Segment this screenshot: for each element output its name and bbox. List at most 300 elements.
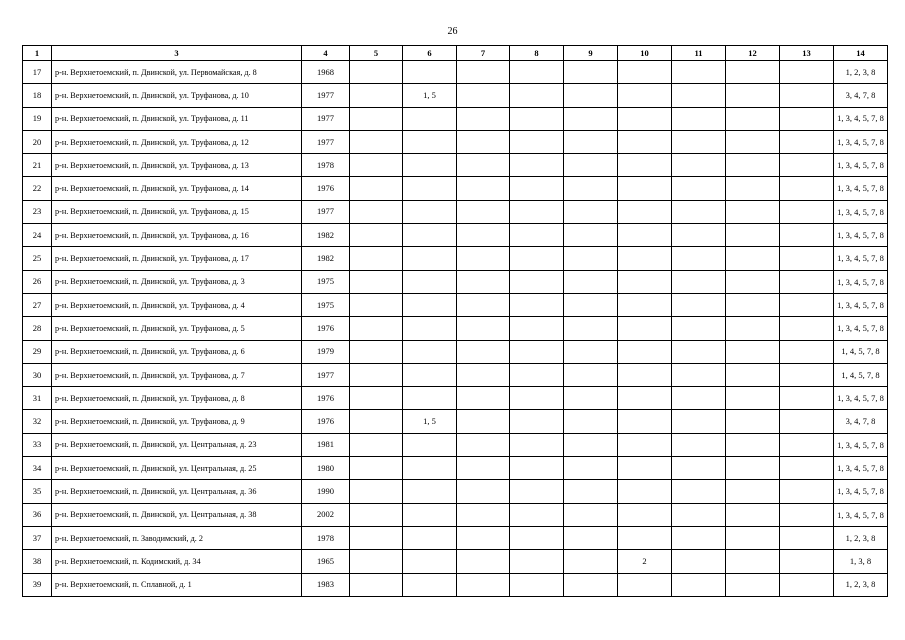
table-cell xyxy=(350,387,403,410)
table-cell xyxy=(780,457,834,480)
year-cell: 1982 xyxy=(302,247,350,270)
address-cell: р-н. Верхнетоемский, п. Двинской, ул. Труфанова, д. 4 xyxy=(52,293,302,316)
table-cell xyxy=(780,130,834,153)
table-cell xyxy=(510,293,564,316)
table-cell xyxy=(457,154,510,177)
table-cell xyxy=(350,573,403,596)
table-cell xyxy=(564,526,618,549)
address-cell: р-н. Верхнетоемский, п. Двинской, ул. Труфанова, д. 5 xyxy=(52,317,302,340)
table-cell xyxy=(457,526,510,549)
address-cell: р-н. Верхнетоемский, п. Двинской, ул. Труфанова, д. 10 xyxy=(52,84,302,107)
year-cell: 1976 xyxy=(302,177,350,200)
table-cell xyxy=(780,247,834,270)
table-cell xyxy=(780,224,834,247)
year-cell: 1977 xyxy=(302,200,350,223)
table-cell xyxy=(780,84,834,107)
table-cell xyxy=(672,224,726,247)
table-cell xyxy=(780,550,834,573)
table-cell xyxy=(457,177,510,200)
table-cell xyxy=(350,130,403,153)
table-row xyxy=(23,503,888,526)
table-cell xyxy=(564,550,618,573)
address-cell: р-н. Верхнетоемский, п. Двинской, ул. Труфанова, д. 3 xyxy=(52,270,302,293)
table-cell xyxy=(564,200,618,223)
row-number-cell: 24 xyxy=(23,224,52,247)
table-cell xyxy=(726,130,780,153)
table-cell xyxy=(510,317,564,340)
table-cell xyxy=(457,107,510,130)
table-cell xyxy=(350,270,403,293)
table-cell xyxy=(510,387,564,410)
table-cell xyxy=(457,387,510,410)
table-cell xyxy=(403,317,457,340)
table-cell xyxy=(564,573,618,596)
column-header: 6 xyxy=(403,46,457,61)
address-cell: р-н. Верхнетоемский, п. Двинской, ул. Центральная, д. 23 xyxy=(52,433,302,456)
table-cell xyxy=(350,457,403,480)
table-cell xyxy=(780,200,834,223)
table-cell xyxy=(726,270,780,293)
codes-cell: 1, 3, 4, 5, 7, 8 xyxy=(834,317,888,340)
table-cell xyxy=(672,387,726,410)
table-cell xyxy=(780,433,834,456)
table-cell xyxy=(618,410,672,433)
table-cell xyxy=(618,340,672,363)
table-cell xyxy=(618,317,672,340)
year-cell: 1968 xyxy=(302,61,350,84)
year-cell: 1976 xyxy=(302,387,350,410)
row-number-cell: 29 xyxy=(23,340,52,363)
table-cell xyxy=(672,363,726,386)
table-cell xyxy=(726,317,780,340)
table-cell xyxy=(618,200,672,223)
table-cell xyxy=(350,433,403,456)
table-cell xyxy=(726,433,780,456)
table-cell xyxy=(510,224,564,247)
year-cell: 1977 xyxy=(302,363,350,386)
row-number-cell: 35 xyxy=(23,480,52,503)
column-header: 13 xyxy=(780,46,834,61)
table-cell xyxy=(510,154,564,177)
year-cell: 1983 xyxy=(302,573,350,596)
address-cell: р-н. Верхнетоемский, п. Двинской, ул. Труфанова, д. 17 xyxy=(52,247,302,270)
table-cell xyxy=(672,550,726,573)
table-cell: 2 xyxy=(618,550,672,573)
table-cell xyxy=(457,317,510,340)
table-cell xyxy=(564,130,618,153)
table-cell xyxy=(510,177,564,200)
table-cell xyxy=(403,293,457,316)
address-cell: р-н. Верхнетоемский, п. Двинской, ул. Труфанова, д. 14 xyxy=(52,177,302,200)
table-cell xyxy=(618,61,672,84)
codes-cell: 1, 2, 3, 8 xyxy=(834,573,888,596)
table-cell xyxy=(780,526,834,549)
table-cell xyxy=(780,573,834,596)
row-number-cell: 20 xyxy=(23,130,52,153)
table-cell xyxy=(510,363,564,386)
table-cell xyxy=(618,130,672,153)
column-header: 3 xyxy=(52,46,302,61)
table-cell xyxy=(457,200,510,223)
table-cell xyxy=(457,503,510,526)
table-cell xyxy=(403,387,457,410)
table-row xyxy=(23,317,888,340)
table-cell xyxy=(672,61,726,84)
table-cell xyxy=(780,503,834,526)
codes-cell: 1, 3, 4, 5, 7, 8 xyxy=(834,200,888,223)
table-body xyxy=(23,61,888,597)
table-cell xyxy=(457,224,510,247)
table-cell xyxy=(564,503,618,526)
row-number-cell: 33 xyxy=(23,433,52,456)
table-cell xyxy=(618,247,672,270)
table-cell xyxy=(403,363,457,386)
table-cell xyxy=(350,177,403,200)
table-cell xyxy=(350,480,403,503)
table-cell xyxy=(618,433,672,456)
table-cell xyxy=(510,503,564,526)
table-cell xyxy=(672,317,726,340)
row-number-cell: 18 xyxy=(23,84,52,107)
address-cell: р-н. Верхнетоемский, п. Заводимский, д. 2 xyxy=(52,526,302,549)
address-cell: р-н. Верхнетоемский, п. Двинской, ул. Труфанова, д. 7 xyxy=(52,363,302,386)
table-row xyxy=(23,61,888,84)
table-cell xyxy=(780,340,834,363)
table-cell xyxy=(350,224,403,247)
address-cell: р-н. Верхнетоемский, п. Двинской, ул. Труфанова, д. 8 xyxy=(52,387,302,410)
table-cell xyxy=(403,480,457,503)
table-row xyxy=(23,480,888,503)
table-cell xyxy=(780,154,834,177)
address-cell: р-н. Верхнетоемский, п. Двинской, ул. Труфанова, д. 13 xyxy=(52,154,302,177)
table-cell xyxy=(564,340,618,363)
table-cell xyxy=(726,247,780,270)
codes-cell: 1, 3, 4, 5, 7, 8 xyxy=(834,247,888,270)
table-cell xyxy=(403,573,457,596)
table-cell xyxy=(510,107,564,130)
address-cell: р-н. Верхнетоемский, п. Кодимский, д. 34 xyxy=(52,550,302,573)
column-header: 1 xyxy=(23,46,52,61)
table-cell xyxy=(350,154,403,177)
table-cell xyxy=(564,293,618,316)
table-row xyxy=(23,247,888,270)
table-row xyxy=(23,293,888,316)
table-cell xyxy=(564,61,618,84)
codes-cell: 3, 4, 7, 8 xyxy=(834,84,888,107)
year-cell: 1978 xyxy=(302,154,350,177)
table-cell xyxy=(618,107,672,130)
table-cell xyxy=(403,503,457,526)
address-cell: р-н. Верхнетоемский, п. Двинской, ул. Труфанова, д. 15 xyxy=(52,200,302,223)
codes-cell: 1, 3, 8 xyxy=(834,550,888,573)
table-cell xyxy=(457,457,510,480)
table-cell xyxy=(726,200,780,223)
year-cell: 1981 xyxy=(302,433,350,456)
table-cell xyxy=(403,200,457,223)
table-cell xyxy=(726,503,780,526)
table-cell xyxy=(672,480,726,503)
table-cell xyxy=(564,457,618,480)
table-cell xyxy=(780,293,834,316)
row-number-cell: 38 xyxy=(23,550,52,573)
table-cell xyxy=(564,317,618,340)
table-cell xyxy=(726,480,780,503)
table-cell xyxy=(403,107,457,130)
year-cell: 1976 xyxy=(302,317,350,340)
table-cell xyxy=(350,340,403,363)
table-cell xyxy=(618,457,672,480)
table-row xyxy=(23,270,888,293)
header-row xyxy=(23,46,888,61)
year-cell: 1979 xyxy=(302,340,350,363)
table-row xyxy=(23,457,888,480)
table-cell xyxy=(726,84,780,107)
table-cell xyxy=(780,410,834,433)
codes-cell: 1, 3, 4, 5, 7, 8 xyxy=(834,224,888,247)
table-cell xyxy=(672,270,726,293)
row-number-cell: 39 xyxy=(23,573,52,596)
table-cell xyxy=(564,177,618,200)
year-cell: 1980 xyxy=(302,457,350,480)
table-cell xyxy=(726,550,780,573)
table-cell xyxy=(618,363,672,386)
table-row xyxy=(23,200,888,223)
column-header: 5 xyxy=(350,46,403,61)
table-cell xyxy=(457,84,510,107)
year-cell: 1965 xyxy=(302,550,350,573)
table-row xyxy=(23,107,888,130)
address-cell: р-н. Верхнетоемский, п. Двинской, ул. Труфанова, д. 11 xyxy=(52,107,302,130)
table-cell xyxy=(618,573,672,596)
row-number-cell: 31 xyxy=(23,387,52,410)
table-cell xyxy=(618,480,672,503)
building-registry-table xyxy=(22,45,888,597)
table-cell xyxy=(403,177,457,200)
table-row xyxy=(23,433,888,456)
table-cell xyxy=(672,247,726,270)
table-cell xyxy=(672,107,726,130)
table-cell xyxy=(564,363,618,386)
year-cell: 1977 xyxy=(302,107,350,130)
address-cell: р-н. Верхнетоемский, п. Двинской, ул. Труфанова, д. 12 xyxy=(52,130,302,153)
table-cell xyxy=(780,480,834,503)
table-cell xyxy=(350,61,403,84)
table-cell xyxy=(780,177,834,200)
table-cell xyxy=(403,154,457,177)
table-cell xyxy=(457,247,510,270)
table-cell xyxy=(672,573,726,596)
table-row xyxy=(23,410,888,433)
row-number-cell: 36 xyxy=(23,503,52,526)
codes-cell: 1, 2, 3, 8 xyxy=(834,526,888,549)
table-cell xyxy=(618,270,672,293)
table-cell xyxy=(510,61,564,84)
table-row xyxy=(23,550,888,573)
table-cell xyxy=(726,107,780,130)
codes-cell: 1, 3, 4, 5, 7, 8 xyxy=(834,503,888,526)
table-cell xyxy=(672,410,726,433)
table-cell xyxy=(350,293,403,316)
column-header: 7 xyxy=(457,46,510,61)
address-cell: р-н. Верхнетоемский, п. Сплавной, д. 1 xyxy=(52,573,302,596)
column-header: 4 xyxy=(302,46,350,61)
address-cell: р-н. Верхнетоемский, п. Двинской, ул. Центральная, д. 38 xyxy=(52,503,302,526)
row-number-cell: 32 xyxy=(23,410,52,433)
year-cell: 1990 xyxy=(302,480,350,503)
table-cell xyxy=(403,457,457,480)
table-cell xyxy=(457,363,510,386)
table-cell xyxy=(726,363,780,386)
table-cell xyxy=(672,130,726,153)
table-cell xyxy=(510,247,564,270)
table-cell xyxy=(510,433,564,456)
row-number-cell: 23 xyxy=(23,200,52,223)
table-cell xyxy=(672,457,726,480)
table-cell xyxy=(564,84,618,107)
table-cell xyxy=(618,387,672,410)
table-cell xyxy=(618,503,672,526)
table-cell xyxy=(618,224,672,247)
table-cell xyxy=(564,433,618,456)
codes-cell: 1, 2, 3, 8 xyxy=(834,61,888,84)
table-row xyxy=(23,573,888,596)
year-cell: 1982 xyxy=(302,224,350,247)
row-number-cell: 26 xyxy=(23,270,52,293)
address-cell: р-н. Верхнетоемский, п. Двинской, ул. Труфанова, д. 9 xyxy=(52,410,302,433)
table-cell xyxy=(618,177,672,200)
row-number-cell: 27 xyxy=(23,293,52,316)
table-cell xyxy=(780,107,834,130)
table-cell xyxy=(672,200,726,223)
table-cell xyxy=(510,526,564,549)
table-cell xyxy=(457,61,510,84)
table-cell xyxy=(350,363,403,386)
table-cell xyxy=(780,363,834,386)
year-cell: 2002 xyxy=(302,503,350,526)
table-cell: 1, 5 xyxy=(403,84,457,107)
table-cell xyxy=(403,247,457,270)
table-cell xyxy=(726,154,780,177)
table-cell xyxy=(726,387,780,410)
row-number-cell: 25 xyxy=(23,247,52,270)
table-cell xyxy=(403,270,457,293)
address-cell: р-н. Верхнетоемский, п. Двинской, ул. Центральная, д. 36 xyxy=(52,480,302,503)
address-cell: р-н. Верхнетоемский, п. Двинской, ул. Труфанова, д. 16 xyxy=(52,224,302,247)
table-cell xyxy=(564,154,618,177)
column-header: 8 xyxy=(510,46,564,61)
table-cell xyxy=(726,526,780,549)
table-cell xyxy=(780,387,834,410)
table-row xyxy=(23,154,888,177)
table-cell xyxy=(350,247,403,270)
table-cell xyxy=(350,84,403,107)
year-cell: 1975 xyxy=(302,270,350,293)
table-cell xyxy=(457,550,510,573)
table-cell xyxy=(457,340,510,363)
column-header: 12 xyxy=(726,46,780,61)
table-cell xyxy=(457,293,510,316)
table-cell xyxy=(457,270,510,293)
page-number: 26 xyxy=(447,26,458,37)
table-cell xyxy=(510,84,564,107)
table-row xyxy=(23,363,888,386)
address-cell: р-н. Верхнетоемский, п. Двинской, ул. Центральная, д. 25 xyxy=(52,457,302,480)
table-cell xyxy=(672,84,726,107)
year-cell: 1977 xyxy=(302,84,350,107)
column-header: 11 xyxy=(672,46,726,61)
table-cell xyxy=(403,433,457,456)
row-number-cell: 22 xyxy=(23,177,52,200)
codes-cell: 1, 3, 4, 5, 7, 8 xyxy=(834,177,888,200)
codes-cell: 1, 3, 4, 5, 7, 8 xyxy=(834,457,888,480)
table-cell xyxy=(672,340,726,363)
year-cell: 1978 xyxy=(302,526,350,549)
table-cell xyxy=(618,526,672,549)
table-cell xyxy=(618,84,672,107)
row-number-cell: 17 xyxy=(23,61,52,84)
row-number-cell: 34 xyxy=(23,457,52,480)
table-cell xyxy=(510,457,564,480)
table-row xyxy=(23,526,888,549)
year-cell: 1976 xyxy=(302,410,350,433)
table-cell xyxy=(564,107,618,130)
table-cell xyxy=(780,317,834,340)
table-cell xyxy=(403,130,457,153)
table-cell xyxy=(726,177,780,200)
table-cell xyxy=(350,550,403,573)
column-header: 14 xyxy=(834,46,888,61)
codes-cell: 1, 3, 4, 5, 7, 8 xyxy=(834,130,888,153)
table-cell xyxy=(403,526,457,549)
table-row xyxy=(23,224,888,247)
table-cell xyxy=(726,293,780,316)
table-cell xyxy=(350,503,403,526)
table-cell xyxy=(618,293,672,316)
column-header: 9 xyxy=(564,46,618,61)
table-cell xyxy=(726,573,780,596)
table-cell xyxy=(457,433,510,456)
table-cell xyxy=(457,573,510,596)
table-cell xyxy=(726,457,780,480)
table-cell xyxy=(780,270,834,293)
table-cell xyxy=(672,293,726,316)
table-cell xyxy=(618,154,672,177)
row-number-cell: 30 xyxy=(23,363,52,386)
table-cell xyxy=(350,107,403,130)
table-cell xyxy=(564,387,618,410)
row-number-cell: 37 xyxy=(23,526,52,549)
table-row xyxy=(23,387,888,410)
row-number-cell: 21 xyxy=(23,154,52,177)
table-cell xyxy=(510,270,564,293)
table-row xyxy=(23,130,888,153)
table-cell: 1, 5 xyxy=(403,410,457,433)
table-cell xyxy=(350,200,403,223)
codes-cell: 1, 3, 4, 5, 7, 8 xyxy=(834,107,888,130)
table-cell xyxy=(510,130,564,153)
table-cell xyxy=(457,130,510,153)
year-cell: 1975 xyxy=(302,293,350,316)
address-cell: р-н. Верхнетоемский, п. Двинской, ул. Первомайская, д. 8 xyxy=(52,61,302,84)
table-cell xyxy=(672,154,726,177)
codes-cell: 1, 3, 4, 5, 7, 8 xyxy=(834,480,888,503)
table-row xyxy=(23,177,888,200)
table-cell xyxy=(510,550,564,573)
table-cell xyxy=(726,340,780,363)
row-number-cell: 28 xyxy=(23,317,52,340)
codes-cell: 1, 3, 4, 5, 7, 8 xyxy=(834,433,888,456)
table-cell xyxy=(510,200,564,223)
